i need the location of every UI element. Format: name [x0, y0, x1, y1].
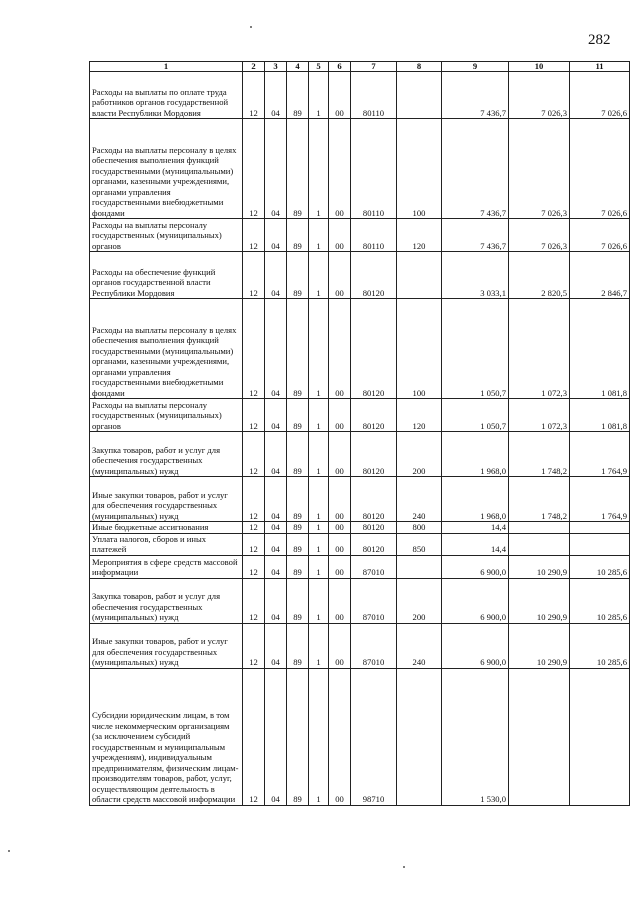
row-c6-cell: 00	[329, 578, 351, 623]
row-c7-cell: 80120	[351, 533, 397, 555]
row-c7-cell: 87010	[351, 555, 397, 578]
row-c2-cell: 12	[243, 219, 265, 252]
row-c6-cell: 00	[329, 432, 351, 477]
row-c9-cell: 6 900,0	[442, 623, 509, 668]
row-c4-cell: 89	[287, 533, 309, 555]
row-c8-cell: 800	[397, 522, 442, 534]
row-c9-cell: 1 530,0	[442, 668, 509, 805]
table-row	[90, 533, 630, 555]
row-c10-cell: 10 290,9	[509, 555, 570, 578]
table-row	[90, 668, 630, 805]
row-c5-cell: 1	[309, 668, 329, 805]
row-c7-cell: 80120	[351, 299, 397, 399]
row-c11-cell: 10 285,6	[570, 578, 630, 623]
row-c10-cell: 7 026,3	[509, 219, 570, 252]
row-c9-cell: 3 033,1	[442, 252, 509, 299]
header-cell: 3	[265, 62, 287, 72]
row-c10-cell: 7 026,3	[509, 119, 570, 219]
row-c2-cell: 12	[243, 555, 265, 578]
row-c9-cell: 7 436,7	[442, 219, 509, 252]
table-row	[90, 299, 630, 399]
row-c4-cell: 89	[287, 578, 309, 623]
row-c2-cell: 12	[243, 522, 265, 534]
row-c7-cell: 87010	[351, 623, 397, 668]
header-cell: 7	[351, 62, 397, 72]
row-c3-cell: 04	[265, 533, 287, 555]
header-cell: 6	[329, 62, 351, 72]
row-c2-cell: 12	[243, 477, 265, 522]
row-c5-cell: 1	[309, 578, 329, 623]
row-c7-cell: 98710	[351, 668, 397, 805]
row-c8-cell	[397, 252, 442, 299]
scan-speck	[8, 850, 10, 852]
row-c3-cell: 04	[265, 432, 287, 477]
row-c10-cell: 1 748,2	[509, 432, 570, 477]
row-c6-cell: 00	[329, 668, 351, 805]
header-cell: 10	[509, 62, 570, 72]
row-c5-cell: 1	[309, 119, 329, 219]
row-c8-cell: 120	[397, 399, 442, 432]
row-name-cell: Мероприятия в сфере средств массовой информации	[90, 555, 243, 578]
row-c7-cell: 80120	[351, 399, 397, 432]
row-c10-cell: 1 748,2	[509, 477, 570, 522]
row-c8-cell	[397, 555, 442, 578]
row-c3-cell: 04	[265, 72, 287, 119]
row-c2-cell: 12	[243, 668, 265, 805]
row-c8-cell: 240	[397, 477, 442, 522]
row-c7-cell: 80120	[351, 522, 397, 534]
row-c6-cell: 00	[329, 72, 351, 119]
row-c2-cell: 12	[243, 399, 265, 432]
row-c10-cell	[509, 522, 570, 534]
row-c10-cell: 1 072,3	[509, 299, 570, 399]
row-c5-cell: 1	[309, 299, 329, 399]
row-c5-cell: 1	[309, 555, 329, 578]
row-c10-cell: 2 820,5	[509, 252, 570, 299]
row-c6-cell: 00	[329, 533, 351, 555]
header-cell: 5	[309, 62, 329, 72]
row-name-cell: Расходы на выплаты персоналу в целях обеспечения выполнения функций государственными (муниципальными) органами, казенными учреждениями, органами управления государственными внебюджетными фондами	[90, 119, 243, 219]
row-c10-cell	[509, 668, 570, 805]
row-c5-cell: 1	[309, 533, 329, 555]
row-c4-cell: 89	[287, 219, 309, 252]
table-row	[90, 219, 630, 252]
row-c3-cell: 04	[265, 399, 287, 432]
table-row	[90, 578, 630, 623]
scan-speck	[250, 26, 252, 28]
row-c6-cell: 00	[329, 399, 351, 432]
row-c10-cell	[509, 533, 570, 555]
row-c2-cell: 12	[243, 119, 265, 219]
row-c6-cell: 00	[329, 219, 351, 252]
row-c9-cell: 1 050,7	[442, 399, 509, 432]
row-c5-cell: 1	[309, 522, 329, 534]
row-c6-cell: 00	[329, 252, 351, 299]
row-c11-cell	[570, 522, 630, 534]
row-c3-cell: 04	[265, 522, 287, 534]
header-cell: 2	[243, 62, 265, 72]
row-c9-cell: 1 968,0	[442, 477, 509, 522]
row-name-cell: Расходы на выплаты по оплате труда работников органов государственной власти Республики Мордовия	[90, 72, 243, 119]
header-cell: 4	[287, 62, 309, 72]
header-cell: 9	[442, 62, 509, 72]
header-cell: 8	[397, 62, 442, 72]
row-c8-cell	[397, 668, 442, 805]
table-row	[90, 623, 630, 668]
scan-speck	[403, 866, 405, 868]
row-c5-cell: 1	[309, 623, 329, 668]
row-c11-cell: 2 846,7	[570, 252, 630, 299]
row-c9-cell: 6 900,0	[442, 578, 509, 623]
row-c11-cell: 7 026,6	[570, 219, 630, 252]
row-c2-cell: 12	[243, 299, 265, 399]
row-name-cell: Расходы на выплаты персоналу в целях обеспечения выполнения функций государственными (муниципальными) органами, казенными учреждениями, органами управления государственными внебюджетными фондами	[90, 299, 243, 399]
row-c7-cell: 80120	[351, 252, 397, 299]
row-c10-cell: 7 026,3	[509, 72, 570, 119]
row-c5-cell: 1	[309, 477, 329, 522]
row-c4-cell: 89	[287, 252, 309, 299]
row-name-cell: Уплата налогов, сборов и иных платежей	[90, 533, 243, 555]
row-name-cell: Расходы на выплаты персоналу государственных (муниципальных) органов	[90, 399, 243, 432]
row-c2-cell: 12	[243, 72, 265, 119]
row-c3-cell: 04	[265, 668, 287, 805]
row-c4-cell: 89	[287, 72, 309, 119]
row-c2-cell: 12	[243, 533, 265, 555]
row-c11-cell: 7 026,6	[570, 72, 630, 119]
row-c3-cell: 04	[265, 119, 287, 219]
row-c3-cell: 04	[265, 299, 287, 399]
budget-table	[89, 61, 630, 806]
row-c6-cell: 00	[329, 477, 351, 522]
row-c11-cell: 1 081,8	[570, 299, 630, 399]
row-c4-cell: 89	[287, 623, 309, 668]
row-c3-cell: 04	[265, 555, 287, 578]
row-c5-cell: 1	[309, 72, 329, 119]
row-c9-cell: 7 436,7	[442, 72, 509, 119]
row-c2-cell: 12	[243, 252, 265, 299]
page-number: 282	[588, 32, 611, 48]
row-c7-cell: 80110	[351, 119, 397, 219]
row-c9-cell: 1 050,7	[442, 299, 509, 399]
row-name-cell: Иные бюджетные ассигнования	[90, 522, 243, 534]
row-c6-cell: 00	[329, 522, 351, 534]
table-row	[90, 119, 630, 219]
row-c8-cell: 100	[397, 299, 442, 399]
row-c3-cell: 04	[265, 219, 287, 252]
row-c2-cell: 12	[243, 623, 265, 668]
row-c6-cell: 00	[329, 555, 351, 578]
table-row	[90, 555, 630, 578]
row-c8-cell: 120	[397, 219, 442, 252]
row-c9-cell: 1 968,0	[442, 432, 509, 477]
row-c4-cell: 89	[287, 555, 309, 578]
row-c4-cell: 89	[287, 299, 309, 399]
row-c2-cell: 12	[243, 578, 265, 623]
table-row	[90, 432, 630, 477]
row-c9-cell: 14,4	[442, 533, 509, 555]
row-c3-cell: 04	[265, 252, 287, 299]
header-cell: 11	[570, 62, 630, 72]
row-name-cell: Расходы на обеспечение функций органов государственной власти Республики Мордовия	[90, 252, 243, 299]
row-c4-cell: 89	[287, 477, 309, 522]
row-c3-cell: 04	[265, 578, 287, 623]
table-row	[90, 252, 630, 299]
table-row	[90, 399, 630, 432]
row-c9-cell: 6 900,0	[442, 555, 509, 578]
row-c11-cell	[570, 533, 630, 555]
row-c7-cell: 80120	[351, 432, 397, 477]
row-c8-cell: 100	[397, 119, 442, 219]
row-c8-cell: 200	[397, 578, 442, 623]
row-c10-cell: 1 072,3	[509, 399, 570, 432]
row-c4-cell: 89	[287, 432, 309, 477]
row-c4-cell: 89	[287, 522, 309, 534]
row-c11-cell: 1 764,9	[570, 477, 630, 522]
row-c9-cell: 14,4	[442, 522, 509, 534]
row-c4-cell: 89	[287, 119, 309, 219]
row-c2-cell: 12	[243, 432, 265, 477]
row-c11-cell: 10 285,6	[570, 555, 630, 578]
row-c6-cell: 00	[329, 623, 351, 668]
row-c11-cell: 10 285,6	[570, 623, 630, 668]
row-c11-cell	[570, 668, 630, 805]
row-c10-cell: 10 290,9	[509, 623, 570, 668]
row-name-cell: Иные закупки товаров, работ и услуг для обеспечения государственных (муниципальных) нужд	[90, 477, 243, 522]
row-c9-cell: 7 436,7	[442, 119, 509, 219]
row-c7-cell: 87010	[351, 578, 397, 623]
row-name-cell: Закупка товаров, работ и услуг для обеспечения государственных (муниципальных) нужд	[90, 432, 243, 477]
row-c11-cell: 1 764,9	[570, 432, 630, 477]
row-c4-cell: 89	[287, 399, 309, 432]
row-c6-cell: 00	[329, 299, 351, 399]
row-c3-cell: 04	[265, 477, 287, 522]
row-c8-cell: 240	[397, 623, 442, 668]
row-c6-cell: 00	[329, 119, 351, 219]
row-c8-cell: 850	[397, 533, 442, 555]
row-name-cell: Субсидии юридическим лицам, в том числе некоммерческим организациям (за исключением субсидий государственным и муниципальным учреждениям), индивидуальным предпринимателям, физическим лицам-производителям товаров, работ, услуг, осуществляющим деятельность в области средств массовой информации	[90, 668, 243, 805]
row-c7-cell: 80110	[351, 219, 397, 252]
table-row	[90, 522, 630, 534]
header-cell: 1	[90, 62, 243, 72]
row-name-cell: Расходы на выплаты персоналу государственных (муниципальных) органов	[90, 219, 243, 252]
row-c7-cell: 80120	[351, 477, 397, 522]
table-row	[90, 72, 630, 119]
row-c5-cell: 1	[309, 399, 329, 432]
row-c5-cell: 1	[309, 252, 329, 299]
row-c7-cell: 80110	[351, 72, 397, 119]
row-c4-cell: 89	[287, 668, 309, 805]
row-c10-cell: 10 290,9	[509, 578, 570, 623]
row-c11-cell: 7 026,6	[570, 119, 630, 219]
row-c8-cell	[397, 72, 442, 119]
table-row	[90, 477, 630, 522]
row-name-cell: Иные закупки товаров, работ и услуг для обеспечения государственных (муниципальных) нужд	[90, 623, 243, 668]
row-c5-cell: 1	[309, 432, 329, 477]
row-c5-cell: 1	[309, 219, 329, 252]
table-header-row	[90, 62, 630, 72]
row-c8-cell: 200	[397, 432, 442, 477]
row-c11-cell: 1 081,8	[570, 399, 630, 432]
row-c3-cell: 04	[265, 623, 287, 668]
row-name-cell: Закупка товаров, работ и услуг для обеспечения государственных (муниципальных) нужд	[90, 578, 243, 623]
